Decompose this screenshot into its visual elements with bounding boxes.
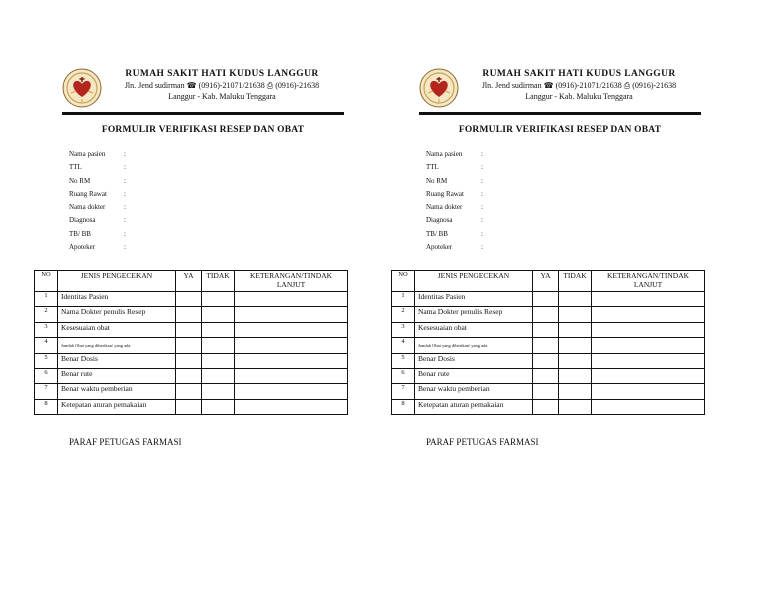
header-jenis-pengecekan: JENIS PENGECEKAN xyxy=(58,271,176,292)
field-colon: : xyxy=(481,216,483,225)
table-row xyxy=(35,307,348,322)
hospital-city: Langgur - Kab. Maluku Tenggara xyxy=(525,92,633,101)
header-no: NO xyxy=(35,271,58,292)
field-label: Ruang Rawat xyxy=(69,189,107,198)
row-item: Benar waktu pemberian xyxy=(415,384,533,399)
row-keterangan-cell xyxy=(592,307,705,322)
row-ya-cell xyxy=(533,353,559,368)
hospital-name: RUMAH SAKIT HATI KUDUS LANGGUR xyxy=(125,69,319,79)
table-row xyxy=(392,292,705,307)
phone-number: (0916)-21071/21638 xyxy=(198,81,265,90)
phone-icon: ☎ xyxy=(543,81,554,90)
verification-form-right xyxy=(397,0,697,594)
field-label: Apoteker xyxy=(426,243,453,252)
row-ya-cell xyxy=(176,368,202,383)
field-label: Apoteker xyxy=(69,243,96,252)
table-row xyxy=(392,399,705,414)
row-ya-cell xyxy=(533,322,559,337)
row-tidak-cell xyxy=(559,307,592,322)
field-colon: : xyxy=(124,150,126,158)
row-keterangan-cell xyxy=(235,368,348,383)
header-divider xyxy=(62,112,344,115)
row-ya-cell xyxy=(176,353,202,368)
row-item: Ketepatan aturan pemakaian xyxy=(58,399,176,414)
row-number: 3 xyxy=(392,322,415,337)
field-colon: : xyxy=(481,163,483,172)
table-row xyxy=(392,322,705,337)
row-keterangan-cell xyxy=(592,338,705,353)
phone-icon: ☎ xyxy=(186,81,197,90)
header-tidak: TIDAK xyxy=(559,271,592,292)
header-ya: YA xyxy=(533,271,559,292)
row-item: Kesesuaian obat xyxy=(58,322,176,337)
row-keterangan-cell xyxy=(235,292,348,307)
field-label: Nama dokter xyxy=(69,203,106,212)
field-colon: : xyxy=(124,216,126,225)
header-divider xyxy=(419,112,701,115)
row-ya-cell xyxy=(176,399,202,414)
row-keterangan-cell xyxy=(235,384,348,399)
field-label: Diagnosa xyxy=(426,216,453,225)
row-number: 6 xyxy=(35,368,58,383)
field-colon: : xyxy=(124,243,126,252)
row-number: 8 xyxy=(392,399,415,414)
row-tidak-cell xyxy=(559,292,592,307)
field-label: Diagnosa xyxy=(69,216,96,225)
row-ya-cell xyxy=(533,399,559,414)
row-tidak-cell xyxy=(202,338,235,353)
row-number: 4 xyxy=(35,338,58,353)
row-item: Identitas Pasien xyxy=(415,292,533,307)
row-keterangan-cell xyxy=(592,399,705,414)
row-ya-cell xyxy=(176,322,202,337)
row-tidak-cell xyxy=(202,368,235,383)
row-ya-cell xyxy=(533,368,559,383)
row-tidak-cell xyxy=(559,338,592,353)
row-number: 8 xyxy=(35,399,58,414)
field-label: TB/ BB xyxy=(426,229,448,238)
row-number: 7 xyxy=(392,384,415,399)
table-row xyxy=(35,384,348,399)
row-item: Benar rute xyxy=(58,368,176,383)
row-keterangan-cell xyxy=(592,292,705,307)
field-colon: : xyxy=(481,176,483,185)
form-title: FORMULIR VERIFIKASI RESEP DAN OBAT xyxy=(101,125,305,135)
row-item: Kesesuaian obat xyxy=(415,322,533,337)
table-row xyxy=(392,368,705,383)
field-label: TB/ BB xyxy=(69,229,91,238)
row-number: 1 xyxy=(392,292,415,307)
row-item: Nama Dokter penulis Resep xyxy=(415,307,533,322)
row-item: Benar rute xyxy=(415,368,533,383)
field-label: Ruang Rawat xyxy=(426,189,464,198)
row-number: 2 xyxy=(392,307,415,322)
table-row xyxy=(35,353,348,368)
row-tidak-cell xyxy=(202,353,235,368)
row-ya-cell xyxy=(533,338,559,353)
sacred-heart-logo-icon xyxy=(419,68,459,108)
row-keterangan-cell xyxy=(592,368,705,383)
table-row xyxy=(35,322,348,337)
table-row xyxy=(392,384,705,399)
field-label: TTL xyxy=(426,163,439,172)
field-label: TTL xyxy=(69,163,82,172)
table-row xyxy=(35,368,348,383)
field-label: No RM xyxy=(426,176,448,185)
row-ya-cell xyxy=(176,338,202,353)
row-keterangan-cell xyxy=(235,338,348,353)
header-no: NO xyxy=(392,271,415,292)
row-item: Jumlah Obat yang diberikan/ yang ada xyxy=(58,338,176,353)
paraf-petugas-farmasi: PARAF PETUGAS FARMASI xyxy=(426,437,539,447)
field-colon: : xyxy=(481,150,483,158)
row-tidak-cell xyxy=(559,322,592,337)
row-tidak-cell xyxy=(559,384,592,399)
row-ya-cell xyxy=(176,307,202,322)
row-item: Benar Dosis xyxy=(58,353,176,368)
fax-number: (0916)-21638 xyxy=(275,81,320,90)
row-item: Benar Dosis xyxy=(415,353,533,368)
row-number: 4 xyxy=(392,338,415,353)
table-row xyxy=(392,353,705,368)
field-colon: : xyxy=(481,189,483,198)
hospital-address xyxy=(102,81,342,91)
header-keterangan: KETERANGAN/TINDAK LANJUT xyxy=(592,271,705,292)
field-label: Nama pasien xyxy=(69,150,106,158)
row-keterangan-cell xyxy=(592,353,705,368)
header-ya: YA xyxy=(176,271,202,292)
row-number: 7 xyxy=(35,384,58,399)
row-number: 5 xyxy=(392,353,415,368)
table-row xyxy=(392,307,705,322)
row-item: Nama Dokter penulis Resep xyxy=(58,307,176,322)
form-title: FORMULIR VERIFIKASI RESEP DAN OBAT xyxy=(458,125,662,135)
verification-checklist-table xyxy=(34,270,348,415)
row-keterangan-cell xyxy=(235,322,348,337)
row-number: 2 xyxy=(35,307,58,322)
table-row xyxy=(35,338,348,353)
row-number: 1 xyxy=(35,292,58,307)
row-tidak-cell xyxy=(202,384,235,399)
table-header-row xyxy=(35,271,348,292)
address-street: Jln. Jend sudirman xyxy=(124,81,185,90)
verification-form-left xyxy=(40,0,340,594)
header-jenis-pengecekan: JENIS PENGECEKAN xyxy=(415,271,533,292)
row-number: 5 xyxy=(35,353,58,368)
row-tidak-cell xyxy=(559,399,592,414)
verification-checklist-table xyxy=(391,270,705,415)
field-label: Nama pasien xyxy=(426,150,463,158)
fax-number: (0916)-21638 xyxy=(632,81,677,90)
hospital-city: Langgur - Kab. Maluku Tenggara xyxy=(168,92,276,101)
field-colon: : xyxy=(124,163,126,172)
row-tidak-cell xyxy=(202,399,235,414)
fax-icon: ⎙ xyxy=(623,81,631,90)
phone-number: (0916)-21071/21638 xyxy=(555,81,622,90)
field-colon: : xyxy=(124,176,126,185)
paraf-petugas-farmasi: PARAF PETUGAS FARMASI xyxy=(69,437,182,447)
row-tidak-cell xyxy=(202,322,235,337)
row-tidak-cell xyxy=(559,368,592,383)
field-colon: : xyxy=(124,203,126,212)
fax-icon: ⎙ xyxy=(266,81,274,90)
table-row xyxy=(35,292,348,307)
field-label: Nama dokter xyxy=(426,203,463,212)
sacred-heart-logo-icon xyxy=(62,68,102,108)
row-number: 3 xyxy=(35,322,58,337)
table-row xyxy=(392,338,705,353)
header-keterangan: KETERANGAN/TINDAK LANJUT xyxy=(235,271,348,292)
header-tidak: TIDAK xyxy=(202,271,235,292)
row-keterangan-cell xyxy=(592,384,705,399)
address-street: Jln. Jend sudirman xyxy=(481,81,542,90)
row-item: Identitas Pasien xyxy=(58,292,176,307)
table-row xyxy=(35,399,348,414)
row-tidak-cell xyxy=(202,292,235,307)
row-tidak-cell xyxy=(202,307,235,322)
row-ya-cell xyxy=(176,292,202,307)
row-item: Benar waktu pemberian xyxy=(58,384,176,399)
row-item: Jumlah Obat yang diberikan/ yang ada xyxy=(415,338,533,353)
row-ya-cell xyxy=(533,384,559,399)
table-header-row xyxy=(392,271,705,292)
field-colon: : xyxy=(124,189,126,198)
row-ya-cell xyxy=(533,307,559,322)
row-keterangan-cell xyxy=(235,353,348,368)
row-keterangan-cell xyxy=(235,307,348,322)
row-number: 6 xyxy=(392,368,415,383)
field-colon: : xyxy=(481,203,483,212)
row-keterangan-cell xyxy=(235,399,348,414)
field-colon: : xyxy=(481,243,483,252)
field-colon: : xyxy=(124,229,126,238)
row-ya-cell xyxy=(533,292,559,307)
field-colon: : xyxy=(481,229,483,238)
hospital-address xyxy=(459,81,699,91)
row-ya-cell xyxy=(176,384,202,399)
row-tidak-cell xyxy=(559,353,592,368)
row-item: Ketepatan aturan pemakaian xyxy=(415,399,533,414)
hospital-name: RUMAH SAKIT HATI KUDUS LANGGUR xyxy=(482,69,676,79)
field-label: No RM xyxy=(69,176,91,185)
row-keterangan-cell xyxy=(592,322,705,337)
